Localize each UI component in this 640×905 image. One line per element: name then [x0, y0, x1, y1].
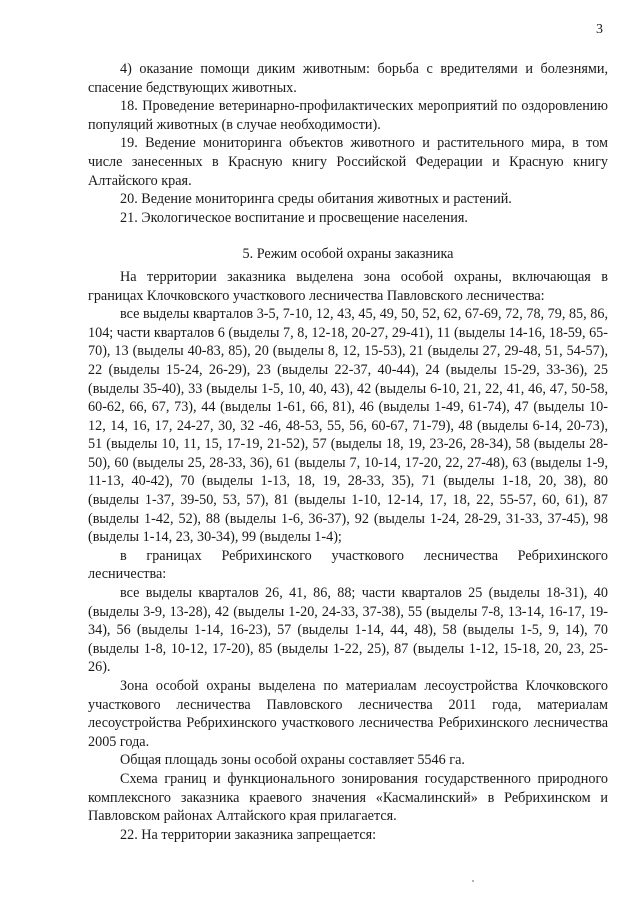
paragraph-klochkovskoe-quarters: все выделы кварталов 3-5, 7-10, 12, 43, 45, 49, 50, 52, 62, 67-69, 72, 78, 79, 85, 86, 104; части кварталов 6 (выделы 7, 8, 12-18, 20-27, 29-41), 11 (выделы 14-16, 18-59, 65-70), 13 (выделы 40-83, 85), 20 (выделы 8, 12, 15-53), 21 (выделы 27, 29-48, 51, 54-57), 22 (выделы 15-24, 26-29), 23 (выделы 22-37, 40-44), 24 (выделы 15-29, 33-36), 25 (выделы 35-40), 33 (выделы 1-5, 10, 40, 43), 42 (выделы 6-10, 21, 22, 41, 46, 47, 50-58, 60-62, 66, 67, 73), 44 (выделы 1-61, 66, 81), 46 (выделы 1-49, 61-74), 47 (выделы 10-12, 14, 16, 17, 24-27, 30, 32 -46, 48-53, 55, 56, 60-67, 71-79), 48 (выделы 6-14, 20-73), 51 (выделы 10, 11, 15, 17-19, 21-52), 57 (выделы 18, 19, 23-26, 28-34), 58 (выделы 28-50), 60 (выделы 25, 28-33, 36), 61 (выделы 7, 10-14, 17-20, 22, 27-48), 63 (выделы 1-9, 11-13, 40-42), 70 (выделы 1-13, 18, 19, 28-33, 35), 71 (выделы 1-18, 20, 38), 80 (выделы 1-37, 39-50, 53, 57), 81 (выделы 1-10, 12-14, 17, 18, 22, 55-57, 60, 61), 87 (выделы 1-42, 52), 88 (выделы 1-6, 36-37), 92 (выделы 1-24, 28-29, 31-33, 37-45), 98 (выделы 1-14, 23, 30-34), 99 (выделы 1-4);	[88, 306, 608, 546]
paragraph-18: 18. Проведение ветеринарно-профилактических мероприятий по оздоровлению популяций животных (в случае необходимости).	[88, 98, 608, 133]
paragraph-rebrikha-quarters: все выделы кварталов 26, 41, 86, 88; части кварталов 25 (выделы 18-31), 40 (выделы 3-9, 13-28), 42 (выделы 1-20, 24-33, 37-38), 55 (выделы 7-8, 13-14, 16-17, 19-34), 56 (выделы 1-14, 16-23), 57 (выделы 1-14, 44, 48), 58 (выделы 1-5, 9, 14), 70 (выделы 1-8, 10-12, 17-20), 85 (выделы 1-22, 25), 87 (выделы 1-12, 15-18, 20, 23, 25-26).	[88, 585, 608, 676]
section-heading: 5. Режим особой охраны заказника	[242, 246, 454, 263]
paragraph-rebrikha-intro: в границах Ребрихинского участкового лесничества Ребрихинского лесничества:	[88, 547, 608, 583]
paragraph-19: 19. Ведение мониторинга объектов животного и растительного мира, в том числе занесенных в Красную книгу Российской Федерации и Красную книгу Алтайского края.	[88, 135, 608, 189]
document-body	[88, 60, 608, 844]
scan-speck	[472, 880, 474, 882]
paragraph-22: 22. На территории заказника запрещается:	[120, 826, 377, 843]
paragraph-scheme: Схема границ и функционального зонирования государственного природного комплексного заказника краевого значения «Касмалинский» в Ребрихинском и Павловском районах Алтайского края прилагается.	[88, 770, 608, 825]
paragraph-21: 21. Экологическое воспитание и просвещение населения.	[120, 209, 468, 226]
paragraph-zone-source: Зона особой охраны выделена по материалам лесоустройства Клочковского участкового лесничества Павловского лесничества 2011 года, материалам лесоустройства Ребрихинского участкового лесничества Ребрихинского лесничества 2005 года.	[88, 678, 608, 750]
paragraph-20: 20. Ведение мониторинга среды обитания животных и растений.	[120, 191, 512, 208]
page-number: 3	[596, 22, 603, 37]
paragraph-zone-intro: На территории заказника выделена зона особой охраны, включающая в границах Клочковского участкового лесничества Павловского лесничества:	[88, 268, 608, 304]
paragraph-total-area: Общая площадь зоны особой охраны составляет 5546 га.	[120, 752, 465, 769]
paragraph-item-4: 4) оказание помощи диким животным: борьба с вредителями и болезнями, спасение бедствующих животных.	[88, 61, 608, 96]
